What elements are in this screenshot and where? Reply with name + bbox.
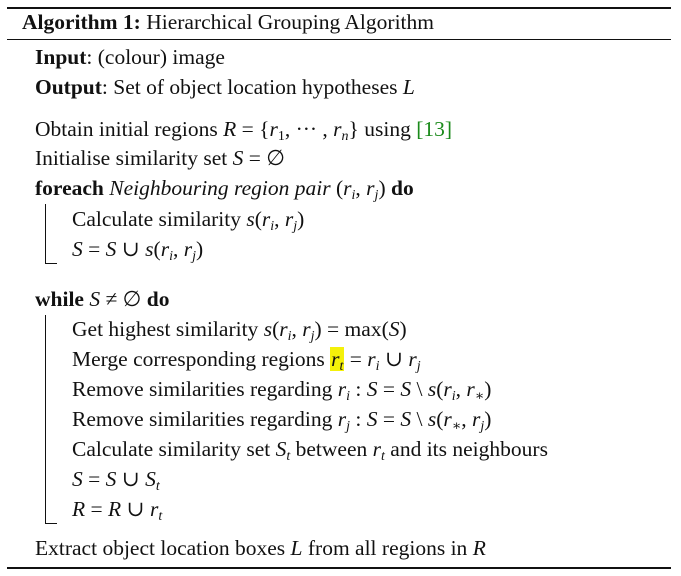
while-block-bar bbox=[45, 315, 46, 524]
calcset-text: Calculate similarity set bbox=[72, 437, 276, 461]
while-keyword: while bbox=[35, 287, 84, 311]
input-line bbox=[35, 44, 225, 70]
math-R-union: R = R ∪ $r_t$ bbox=[72, 497, 163, 524]
math-s-pair: $s(r_i$, $r_j$) bbox=[246, 207, 305, 234]
math-rt: $r_t$ bbox=[372, 437, 385, 464]
calc-sim-line bbox=[72, 206, 304, 232]
extract-tail-text: from all regions in bbox=[302, 536, 473, 560]
math-R-final: R bbox=[472, 536, 486, 560]
math-St: $S_t$ bbox=[275, 437, 291, 464]
update-S-line bbox=[72, 236, 203, 262]
math-S-union-St: S = S ∪ $S_t$ bbox=[72, 467, 160, 494]
math-L-boxes: L bbox=[290, 536, 303, 560]
update-S-St-line bbox=[72, 466, 160, 492]
merge-text: Merge corresponding regions bbox=[72, 347, 331, 371]
remove-i-line bbox=[72, 376, 491, 402]
foreach-block-bar bbox=[45, 204, 46, 264]
initialise-text: Initialise similarity set bbox=[35, 146, 233, 170]
citation-link[interactable]: [13] bbox=[416, 117, 453, 141]
highest-line bbox=[72, 316, 407, 342]
math-L: L bbox=[402, 75, 415, 99]
foreach-text: Neighbouring region pair bbox=[109, 176, 331, 200]
extract-text: Extract object location boxes bbox=[35, 536, 291, 560]
highlight-rt: $r_t$ bbox=[331, 347, 344, 374]
foreach-line bbox=[35, 175, 414, 201]
extract-line bbox=[35, 535, 486, 561]
math-remove-j: $r_j$ : S = S \ $s(r_∗$, $r_j$) bbox=[337, 407, 492, 434]
between-text: between bbox=[290, 437, 373, 461]
obtain-text: Obtain initial regions bbox=[35, 117, 224, 141]
obtain-line bbox=[35, 116, 452, 142]
math-S-empty: S = ∅ bbox=[232, 146, 286, 170]
input-keyword: Input bbox=[35, 45, 87, 69]
math-remove-i: $r_i$ : S = S \ $s(r_i$, $r_∗$) bbox=[337, 377, 492, 404]
math-pair: ($r_i$, $r_j$) bbox=[335, 176, 386, 203]
algorithm-label: Algorithm 1: bbox=[22, 10, 141, 34]
algorithm-caption bbox=[22, 9, 434, 35]
remove-j-line bbox=[72, 406, 491, 432]
calcset-line bbox=[72, 436, 548, 462]
neighbours-text: and its neighbours bbox=[384, 437, 548, 461]
initialise-line bbox=[35, 145, 285, 171]
bottom-rule bbox=[7, 567, 671, 569]
math-max: $s(r_i$, $r_j) = \max(S)$ bbox=[263, 317, 407, 344]
foreach-do-keyword: do bbox=[390, 176, 414, 200]
update-R-line bbox=[72, 496, 162, 522]
using-text: using bbox=[358, 117, 417, 141]
math-regions-set: $R = \{r_1$, ··· , $r_n$} bbox=[223, 117, 359, 144]
math-S-union: S = S ∪ $s(r_i$, $r_j$) bbox=[72, 237, 204, 264]
math-merge: = $r_i$ ∪ $r_j$ bbox=[344, 347, 421, 374]
while-do-keyword: do bbox=[146, 287, 170, 311]
while-line bbox=[35, 286, 169, 312]
header-rule bbox=[7, 39, 671, 40]
algorithm-title: Hierarchical Grouping Algorithm bbox=[146, 10, 434, 34]
math-S-nonempty: S ≠ ∅ bbox=[89, 287, 142, 311]
calc-text: Calculate similarity bbox=[72, 207, 247, 231]
remove-j-text: Remove similarities regarding bbox=[72, 407, 338, 431]
output-keyword: Output bbox=[35, 75, 102, 99]
output-text: : Set of object location hypotheses bbox=[101, 75, 403, 99]
remove-i-text: Remove similarities regarding bbox=[72, 377, 338, 401]
highest-text: Get highest similarity bbox=[72, 317, 264, 341]
merge-line bbox=[72, 346, 421, 372]
input-text: : (colour) image bbox=[86, 45, 225, 69]
output-line bbox=[35, 74, 415, 100]
foreach-keyword: foreach bbox=[35, 176, 104, 200]
